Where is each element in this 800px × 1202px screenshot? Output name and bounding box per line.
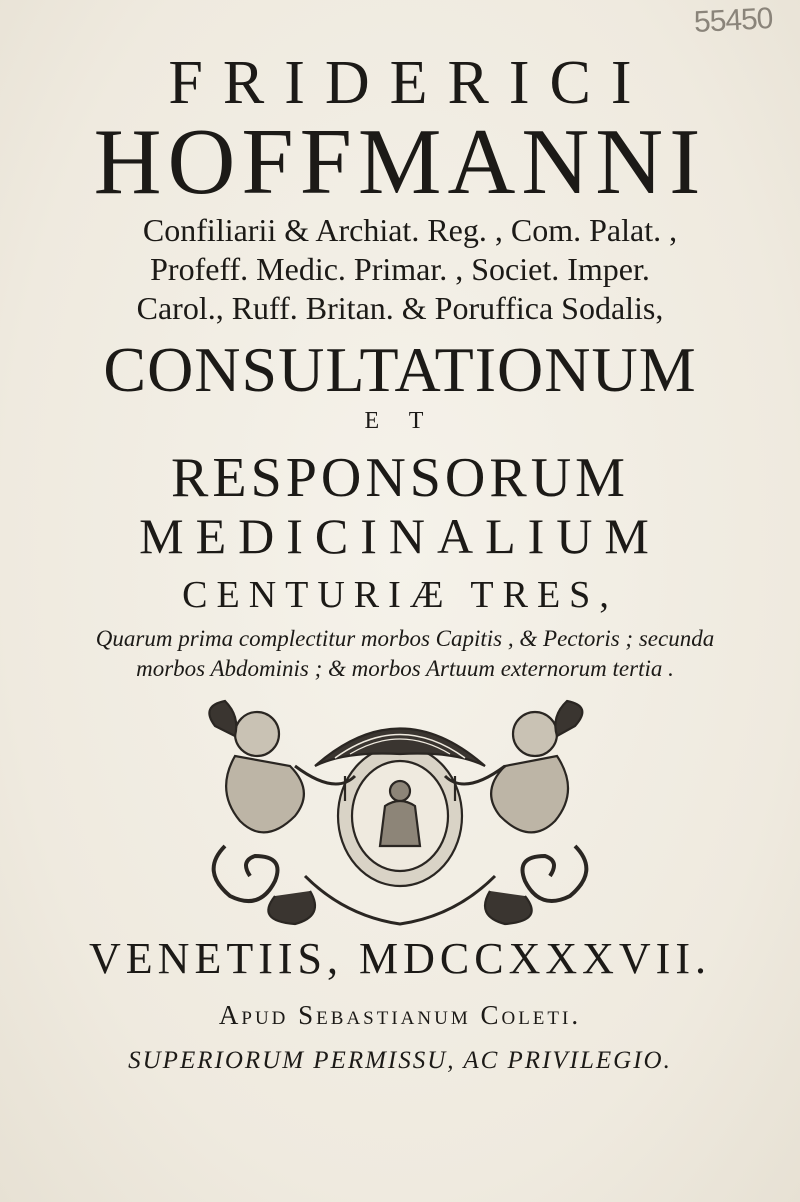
shelfmark: 55450 bbox=[692, 1, 773, 40]
description-line: morbos Abdominis ; & morbos Artuum externorum tertia . bbox=[136, 656, 674, 681]
title-fourth: CENTURIÆ TRES, bbox=[182, 574, 618, 616]
imprint-place-date: VENETIIS, MDCCXXXVII. bbox=[89, 934, 711, 983]
author-last-name: HOFFMANNI bbox=[93, 110, 707, 214]
credentials-line: Confiliarii & Archiat. Reg. , Com. Palat. , bbox=[142, 212, 678, 248]
title-conjunction: E T bbox=[364, 408, 436, 434]
title-second: RESPONSORUM bbox=[171, 447, 629, 509]
title-main: CONSULTATIONUM bbox=[103, 334, 697, 405]
description-line: Quarum prima complectitur morbos Capitis , & Pectoris ; secunda bbox=[95, 626, 715, 651]
title-third: MEDICINALIUM bbox=[139, 508, 661, 564]
credentials-line: Profeff. Medic. Primar. , Societ. Imper. bbox=[150, 251, 650, 287]
privilege-statement: SUPERIORUM PERMISSU, AC PRIVILEGIO. bbox=[128, 1047, 672, 1074]
printer-name: Apud Sebastianum Coleti. bbox=[218, 1000, 582, 1030]
credentials-line: Carol., Ruff. Britan. & Poruffica Sodalis, bbox=[136, 290, 664, 326]
printer-vignette-icon bbox=[195, 696, 605, 926]
author-first-name: FRIDERICI bbox=[168, 49, 652, 117]
